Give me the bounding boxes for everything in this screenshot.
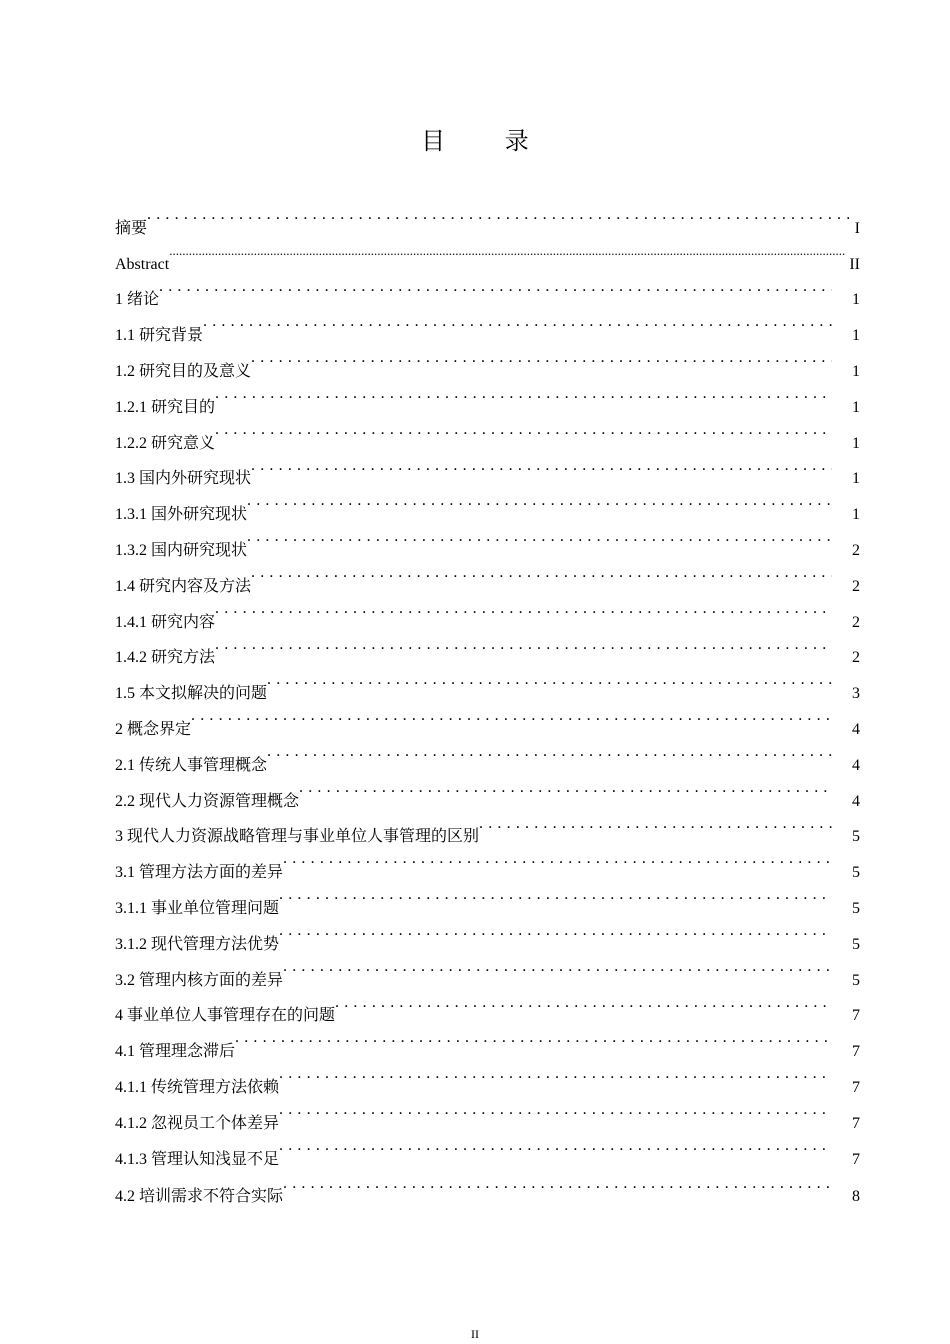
toc-entry-page: 2: [852, 613, 860, 631]
dot-leader: [247, 483, 832, 519]
dot-leader: [215, 376, 832, 412]
toc-entry-label: 4.2 培训需求不符合实际: [115, 1188, 284, 1206]
toc-entry-page: 7: [852, 1150, 860, 1168]
dot-leader: [251, 555, 832, 591]
toc-entry-label: 1.3 国内外研究现状: [115, 470, 252, 488]
toc-entry-page: 5: [852, 864, 860, 882]
dot-leader: [247, 519, 832, 555]
table-of-contents: [115, 197, 860, 1206]
toc-entry-label: 1.2.1 研究目的: [115, 398, 216, 416]
dot-leader: [479, 806, 832, 842]
dot-leader: [279, 1092, 832, 1128]
dot-leader: [191, 698, 832, 734]
dot-leader: [335, 985, 832, 1021]
toc-entry-label: 1.4.1 研究内容: [115, 613, 216, 631]
toc-entry[interactable]: [115, 233, 860, 273]
toc-entry-page: 1: [852, 291, 860, 309]
toc-entry-label: 4.1.2 忽视员工个体差异: [115, 1114, 280, 1132]
toc-entry[interactable]: [115, 269, 860, 309]
toc-entry-page: 3: [852, 685, 860, 703]
toc-entry-label: 3.2 管理内核方面的差异: [115, 971, 284, 989]
toc-entry-label: 摘要: [115, 219, 148, 237]
toc-entry-label: 1.5 本文拟解决的问题: [115, 685, 268, 703]
toc-entry-page: 1: [852, 362, 860, 380]
toc-entry-label: 3.1.2 现代管理方法优势: [115, 935, 280, 953]
dot-leader: [169, 233, 845, 269]
dot-leader: [279, 1128, 832, 1164]
toc-entry-label: 1 绪论: [115, 291, 160, 309]
toc-entry-page: 1: [852, 434, 860, 452]
toc-entry[interactable]: [115, 448, 860, 488]
toc-entry-page: 2: [852, 649, 860, 667]
toc-entry-page: 5: [852, 935, 860, 953]
toc-entry-page: 7: [852, 1007, 860, 1025]
dot-leader: [159, 269, 832, 305]
toc-entry-label: 1.3.1 国外研究现状: [115, 506, 248, 524]
dot-leader: [215, 627, 832, 663]
toc-entry[interactable]: [115, 591, 860, 631]
toc-entry-label: 4.1.3 管理认知浅显不足: [115, 1150, 280, 1168]
dot-leader: [279, 913, 832, 949]
toc-entry-page: 4: [852, 720, 860, 738]
toc-entry[interactable]: [115, 197, 860, 237]
toc-entry[interactable]: [115, 627, 860, 667]
toc-entry-label: 4.1 管理理念滞后: [115, 1043, 236, 1061]
page-title: 目 录: [421, 127, 555, 155]
dot-leader: [283, 1166, 832, 1202]
dot-leader: [267, 734, 832, 770]
toc-entry-page: 7: [852, 1114, 860, 1132]
toc-entry[interactable]: [115, 662, 860, 703]
toc-entry-page: 5: [852, 828, 860, 846]
dot-leader: [215, 412, 832, 448]
toc-entry-label: 3.1.1 事业单位管理问题: [115, 899, 280, 917]
toc-entry-page: I: [854, 219, 860, 237]
dot-leader: [147, 197, 851, 233]
toc-entry-label: 2 概念界定: [115, 720, 192, 738]
dot-leader: [299, 770, 832, 806]
dot-leader: [203, 304, 832, 340]
dot-leader: [251, 448, 832, 484]
toc-entry[interactable]: [115, 376, 860, 416]
toc-entry-label: 3 现代人力资源战略管理与事业单位人事管理的区别: [115, 828, 480, 846]
footer-page-number: II: [471, 1327, 479, 1341]
toc-entry-page: 1: [852, 506, 860, 524]
dot-leader: [279, 1056, 832, 1092]
dot-leader: [215, 591, 832, 627]
toc-entry[interactable]: [115, 340, 860, 380]
toc-entry-page: 5: [852, 899, 860, 917]
toc-entry-page: 4: [852, 756, 860, 774]
dot-leader: [251, 340, 832, 376]
toc-entry[interactable]: [115, 412, 860, 452]
dot-leader: [283, 841, 832, 877]
toc-entry-label: 3.1 管理方法方面的差异: [115, 864, 284, 882]
toc-entry-label: Abstract: [115, 255, 170, 273]
toc-entry-page: II: [849, 255, 860, 273]
toc-entry-label: 4 事业单位人事管理存在的问题: [115, 1007, 336, 1025]
toc-entry-label: 2.2 现代人力资源管理概念: [115, 792, 300, 810]
toc-entry-page: 7: [852, 1043, 860, 1061]
toc-entry-page: 4: [852, 792, 860, 810]
dot-leader: [279, 877, 832, 913]
toc-entry-label: 1.2 研究目的及意义: [115, 362, 252, 380]
toc-entry-page: 8: [852, 1188, 860, 1206]
toc-entry-page: 5: [852, 971, 860, 989]
toc-entry-page: 1: [852, 327, 860, 345]
toc-entry-page: 1: [852, 470, 860, 488]
dot-leader: [283, 949, 832, 985]
toc-entry-label: 1.4 研究内容及方法: [115, 577, 252, 595]
toc-entry-label: 1.3.2 国内研究现状: [115, 541, 248, 559]
toc-entry-label: 2.1 传统人事管理概念: [115, 756, 268, 774]
toc-entry-label: 1.1 研究背景: [115, 327, 204, 345]
toc-entry-page: 7: [852, 1078, 860, 1096]
toc-entry-label: 1.4.2 研究方法: [115, 649, 216, 667]
toc-entry-label: 4.1.1 传统管理方法依赖: [115, 1078, 280, 1096]
toc-entry-page: 1: [852, 398, 860, 416]
toc-entry-page: 2: [852, 577, 860, 595]
toc-entry[interactable]: [115, 698, 860, 738]
toc-entry[interactable]: [115, 734, 860, 774]
toc-entry[interactable]: [115, 304, 860, 345]
dot-leader: [267, 662, 832, 698]
dot-leader: [235, 1020, 832, 1056]
toc-entry-page: 2: [852, 541, 860, 559]
toc-entry-label: 1.2.2 研究意义: [115, 434, 216, 452]
